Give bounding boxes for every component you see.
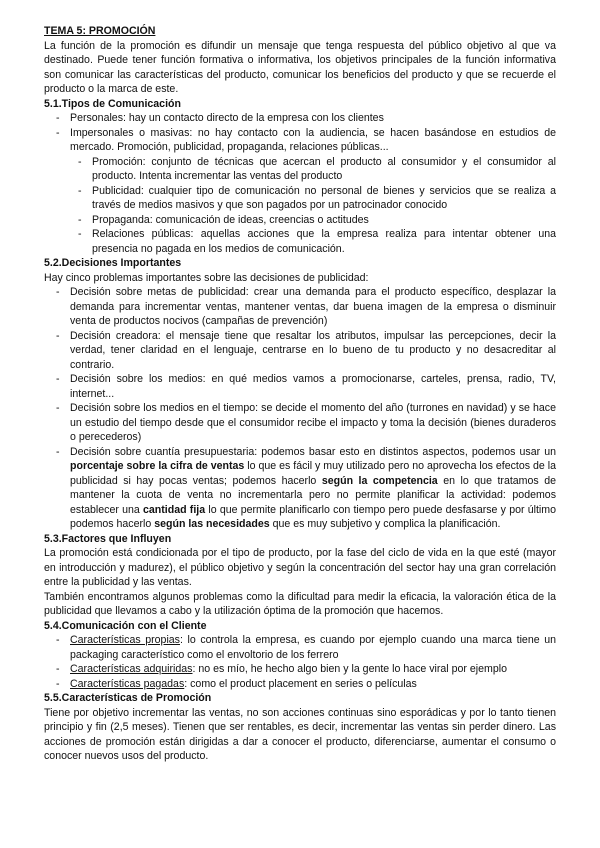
bold-term: cantidad fija — [143, 503, 206, 516]
text-run: : como el product placement en series o películas — [184, 677, 417, 690]
underlined-term: Características pagadas — [70, 677, 185, 690]
text-run: Decisión sobre cuantía presupuestaria: podemos basar esto en distintos aspectos, podemos usar un — [70, 445, 556, 458]
communication-types-list — [44, 111, 556, 256]
section-heading-5-3: 5.3.Factores que Influyen — [44, 532, 172, 545]
document-page — [44, 24, 556, 764]
list-item-text: Impersonales o masivas: no hay contacto con la audiencia, se hacen basándose en estudios de mercado. Promoción, publicidad, propaganda, relaciones públicas... — [70, 126, 556, 153]
list-item — [44, 662, 556, 677]
list-item — [44, 633, 556, 662]
list-item-budget — [44, 445, 556, 532]
text-run: lo que permite planificarlo con tiempo pero puede desfasarse y por último podemos hacerlo — [70, 503, 556, 530]
paragraph: También encontramos algunos problemas como la dificultad para medir la eficacia, la valoración ética de la publicidad que llevamos a cabo y la utilización óptima de la promoción que hacemos. — [44, 590, 556, 617]
paragraph: La promoción está condicionada por el tipo de producto, por la fase del ciclo de vida en la que esté (mayor en introducción y madurez), el público objetivo y según la concentración del sector hay una gran correlación entre la publicidad y las ventas. — [44, 547, 556, 588]
sub-list-item: - Publicidad: cualquier tipo de comunicación no personal de bienes y servicios que se realiza a través de medios masivos y que son pagados por un patrocinador conocido — [44, 184, 556, 213]
section-heading-5-5: 5.5.Características de Promoción — [44, 692, 212, 704]
intro-paragraph: La función de la promoción es difundir un mensaje que tenga respuesta del público objetivo al que va destinado. Puede tener función formativa o informativa, los objetivos principales de la función informativa son comunicar las características del producto, comunicar los beneficios del producto y que se recuerde el producto o la marca de este. — [44, 39, 556, 95]
decisions-list — [44, 285, 556, 532]
customer-communication-list — [44, 633, 556, 691]
bold-term: porcentaje sobre la cifra de ventas — [70, 460, 245, 472]
bold-term: según la competencia — [321, 474, 438, 487]
bold-term: según las necesidades — [154, 518, 270, 530]
text-run: en lo que tratamos de mantener la cuota de venta no incrementarla pero no permite planificar la actividad: podemos establecer una — [70, 474, 556, 516]
list-item: - Decisión sobre los medios: en qué medios vamos a promocionarse, carteles, prensa, radio, TV, internet... — [44, 372, 556, 401]
page-title: TEMA 5: PROMOCIÓN — [44, 25, 156, 37]
sub-list-item: - Relaciones públicas: aquellas acciones que la empresa realiza para intentar obtener una presencia no pagada en los medios de comunicación. — [44, 227, 556, 256]
list-item — [44, 126, 556, 257]
text-run: : lo controla la empresa, es cuando por ejemplo cuando una marca tiene un packaging característico como el envoltorio de los ferrero — [70, 634, 556, 661]
text-run: : no es mío, he hecho algo bien y la gente lo hace viral por ejemplo — [192, 663, 507, 675]
section-heading-5-4: 5.4.Comunicación con el Cliente — [44, 619, 207, 632]
section-heading-5-1: 5.1.Tipos de Comunicación — [44, 97, 181, 110]
sub-list-item: - Promoción: conjunto de técnicas que acercan el producto al consumidor y el consumidor al producto. Intenta incrementar las ventas del producto — [44, 155, 556, 184]
section-heading-5-2: 5.2.Decisiones Importantes — [44, 257, 182, 269]
impersonal-sublist — [44, 155, 556, 257]
section-intro: Hay cinco problemas importantes sobre las decisiones de publicidad: — [44, 271, 369, 284]
list-item: - Decisión sobre los medios en el tiempo: se decide el momento del año (turrones en navidad) y se hace un estudio del tiempo desde que el consumidor recibe el impacto y toma la decisión (bienes duraderos o perecederos) — [44, 401, 556, 445]
sub-list-item: - Propaganda: comunicación de ideas, creencias o actitudes — [44, 213, 556, 228]
list-item: - Decisión creadora: el mensaje tiene que resaltar los atributos, impulsar las percepciones, decir la verdad, tener claridad en el lenguaje, centrarse en lo bueno de tu producto y no desacreditar al contrario. — [44, 329, 556, 373]
underlined-term: Características propias — [70, 634, 180, 646]
text-run: que es muy subjetivo y complica la planificación. — [269, 518, 501, 530]
list-item: - Personales: hay un contacto directo de la empresa con los clientes — [44, 111, 556, 126]
text-run: lo que es fácil y muy utilizado pero no aprovecha los efectos de la publicidad si hay pocas ventas; podemos hacerlo — [70, 460, 556, 487]
paragraph: Tiene por objetivo incrementar las ventas, no son acciones continuas sino esporádicas y por lo tanto tienen principio y fin (2,5 meses). Tienen que ser rentables, es decir, incrementar las ventas sin perder dinero. Las acciones de promoción están dirigidas a dar a conocer el producto, diferenciarse, aumentar el consumo o conocer nuevos usos del producto. — [44, 706, 556, 762]
underlined-term: Características adquiridas — [70, 663, 193, 675]
list-item — [44, 677, 556, 692]
list-item: - Decisión sobre metas de publicidad: crear una demanda para el producto específico, desplazar la demanda para incrementar ventas, mantener ventas, dar buena imagen de la empresa o disminuir venta de productos nocivos (campañas de prevención) — [44, 285, 556, 329]
